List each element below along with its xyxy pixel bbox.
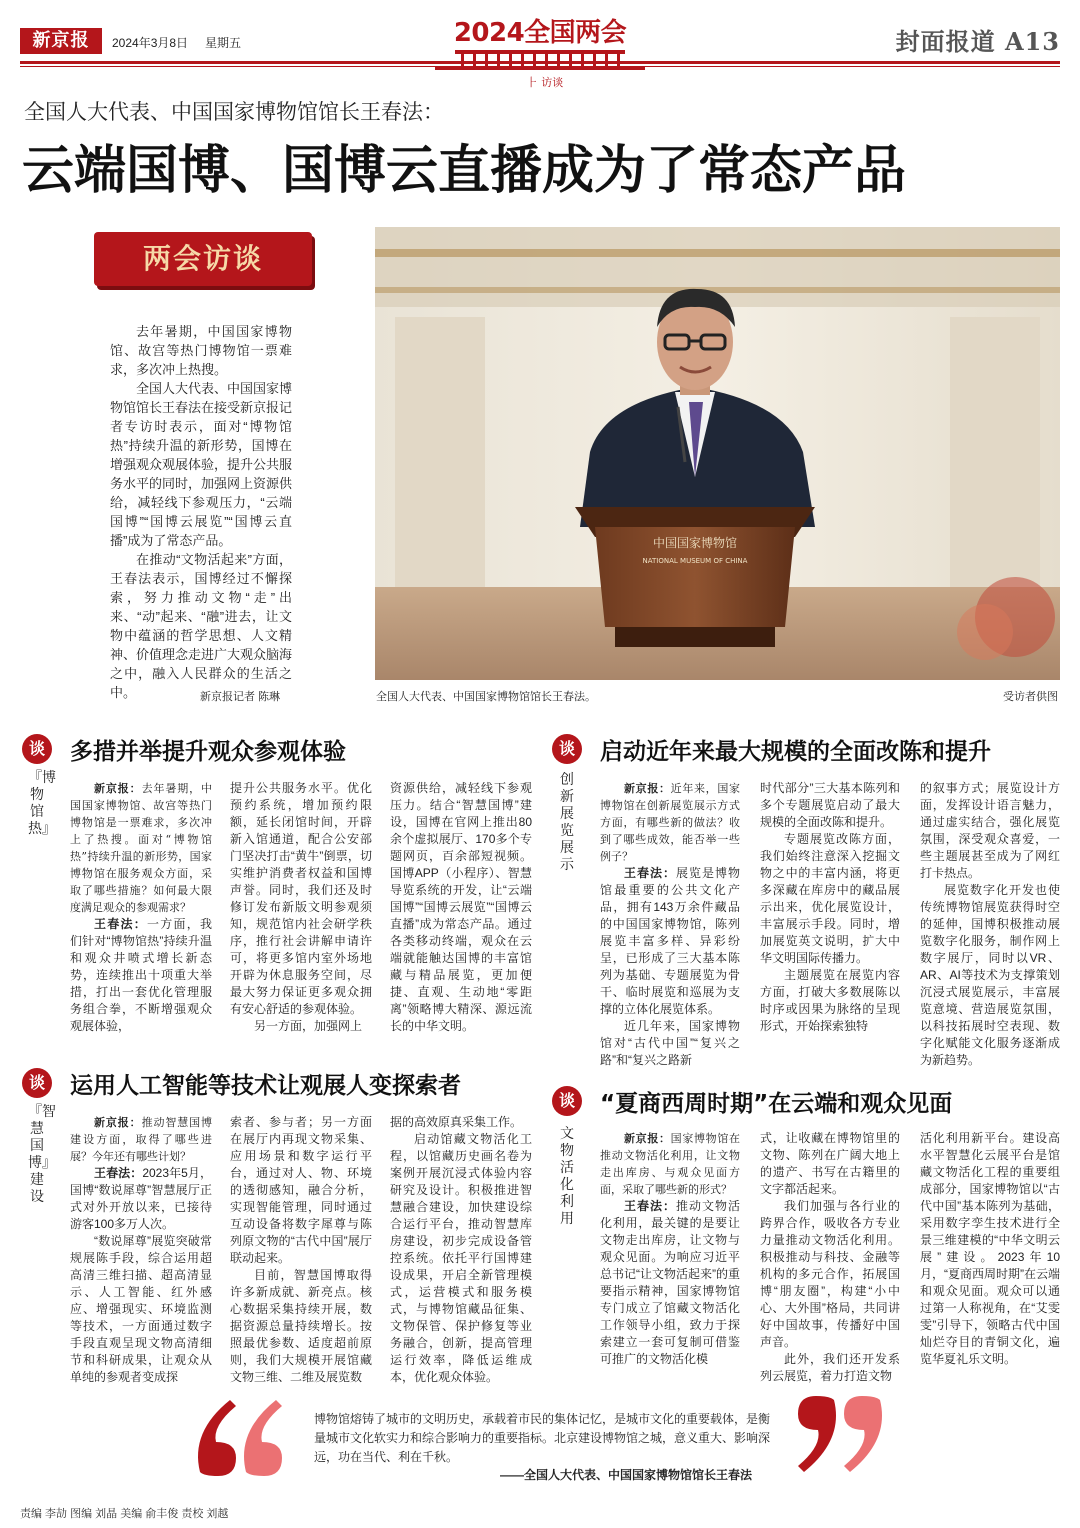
masthead xyxy=(20,18,1060,89)
section-side-tag: 『智慧国博』建设 xyxy=(28,1104,56,1205)
quote-attribution: ——全国人大代表、中国国家博物馆馆长王春法 xyxy=(500,1468,753,1482)
article-column xyxy=(760,780,900,1052)
answer-text: 2023年5月，国博“数说犀尊”智慧展厅正式对外开放以来，已接待游客100多万人次。 xyxy=(70,1166,212,1231)
headline-kicker: 全国人大代表、中国国家博物馆馆长王春法： xyxy=(24,100,444,124)
article-column xyxy=(920,1130,1060,1370)
answer-label: 王春法： xyxy=(624,1199,676,1213)
body-paragraph: 启动馆藏文物活化工程，以馆藏历史画名卷为案例开展沉浸式体验内容研究及设计。积极推进智慧融合建设，加快建设综合运行平台，推动智慧库房建设，初步完成设备管控系统。依托平行国博建设成果，开启全新管理模式，运营模式和服务模式，与博物馆藏品征集、文物保管、保护修复等业务融合，创新，提高管理运行效率，降低运维成本，优化观众体验。 xyxy=(390,1132,532,1384)
body-paragraph: 活化利用新平台。建设高水平智慧化云展平台是馆藏文物活化工程的重要组成部分，国家博物馆以“古代中国”基本陈列为基础，采用数字孪生技术进行全景三维建模的“中华文明云展”建设。2023年10月，“夏商西周时期”在云端和观众见面。观众可以通过第一人称视角，在“艾雯雯”引导下，领略古代中国灿烂夺目的青铜文化，遍览华夏礼乐文明。 xyxy=(920,1131,1060,1366)
issue-weekday: 星期五 xyxy=(205,36,242,50)
close-quote-icon xyxy=(790,1392,890,1480)
body-paragraph: 我们加强与各行业的跨界合作，吸收各方专业力量推动文物活化利用。积极推动与科技、金融等机构的多元合作，拓展国博“朋友圈”，构建“小中心、大外围”格局，共同讲好中国故事，传播好中国声音。 xyxy=(760,1199,900,1349)
body-paragraph: 展览数字化开发也使传统博物馆展览获得时空的延伸，国博积极推动展览数字化服务，制作网上数字展厅，同时以VR、AR、AI等技术为支撑策划沉浸式展览展示，丰富展览意境、营造展览氛围，以科技拓展时空表现、数字化赋能文化服务逐渐成为新趋势。 xyxy=(920,883,1060,1067)
question-text: 推动智慧国博建设方面，取得了哪些进展？今年还有哪些计划？ xyxy=(70,1116,213,1163)
talk-icon: 谈 xyxy=(552,1086,582,1116)
page-label: 封面报道 A13 xyxy=(895,27,1060,56)
article-column xyxy=(390,1114,532,1384)
section-side-tag: 『博物馆热』 xyxy=(28,770,56,837)
question-label: 新京报： xyxy=(94,782,142,795)
article-column xyxy=(70,780,212,1042)
issue-date: 2024年3月8日 xyxy=(112,36,189,50)
body-paragraph: 主题展览在展览内容方面，打破大多数展陈以时序或因果为脉络的呈现形式，开始探索独特 xyxy=(760,968,900,1033)
article-column xyxy=(600,1130,740,1370)
question-text: 近年来，国家博物馆在创新展览展示方式方面，有哪些新的做法？收到了哪些成效，能否举一些例子？ xyxy=(600,782,741,863)
talk-icon: 谈 xyxy=(552,734,582,764)
pull-quote: 博物馆熔铸了城市的文明历史，承载着市民的集体记忆，是城市文化的重要载体，是衡量城市文化软实力和综合影响力的重要指标。北京建设博物馆之城，意义重大、影响深远，功在当代、利在千秋。 xyxy=(314,1412,771,1464)
article-column xyxy=(600,780,741,1067)
brand-title: 2024全国两会 xyxy=(453,18,627,48)
banner-label: 两会访谈 xyxy=(142,242,263,275)
article-column xyxy=(70,1114,213,1384)
talk-icon: 谈 xyxy=(22,1068,52,1098)
body-paragraph: 时代部分”三大基本陈列和多个专题展览启动了最大规模的全面改陈和提升。 xyxy=(760,781,900,829)
great-hall-icon xyxy=(435,42,645,72)
question-label: 新京报： xyxy=(624,1132,671,1145)
answer-label: 王春法： xyxy=(94,1166,143,1180)
section-title: 启动近年来最大规模的全面改陈和提升 xyxy=(600,739,991,765)
intro-text xyxy=(110,322,292,702)
article-column xyxy=(230,1114,372,1384)
body-paragraph: 资源供给，减轻线下参观压力。结合“智慧国博”建设，国博在官网上推出80余个虚拟展厅、170多个专题网页，百余部短视频。国博APP（小程序）、智慧导览系统的开发，让“云端国博”“国博云展览”“国博云直播”成为常态产品。通过各类移动终端，观众在云端就能触达国博的丰富馆藏与精品展览，更加便捷、直观、生动地“零距离”领略博大精深、源远流长的中华文明。 xyxy=(390,781,532,1033)
body-paragraph: 目前，智慧国博取得许多新成就、新亮点。核心数据采集持续开展，数据资源总量持续增长。按照最优参数、适度超前原则，我们大规模开展馆藏文物三维、二维及展览数 xyxy=(230,1268,372,1384)
headline-title: 云端国博、国博云直播成为了常态产品 xyxy=(22,140,907,201)
intro-paragraph: 全国人大代表、中国国家博物馆馆长王春法在接受新京报记者专访时表示，面对“博物馆热”持续升温的新形势，国博在增强观众观展体验，提升公共服务水平的同时，加强网上资源供给，减轻线下参观压力，“云端国博”“国博云展览”“国博云直播”成为了常态产品。 xyxy=(110,381,293,548)
podium-cn-label: 中国国家博物馆 xyxy=(652,536,738,550)
masthead-rule xyxy=(20,61,1060,64)
body-paragraph: 提升公共服务水平。优化预约系统，增加预约限额，延长闭馆时间，开辟新入馆通道，配合公安部门坚决打击“黄牛”倒票，切实维护消费者权益和国博声誉。同时，我们还及时修订发布新版文明参观须知，规范馆内社会研学秩序，推行社会讲解申请许可，将更多馆内室外场地开辟为休息服务空间，尽最大努力保证更多观众拥有安心舒适的参观体验。 xyxy=(230,781,372,1016)
talk-icon: 谈 xyxy=(22,734,52,764)
article-column xyxy=(760,1130,900,1383)
article-column xyxy=(390,780,532,1042)
interview-banner xyxy=(94,232,312,286)
section-tag: ⺊ 访谈 xyxy=(526,76,564,89)
intro-paragraph: 去年暑期，中国国家博物馆、故宫等热门博物馆一票难求，多次冲上热搜。 xyxy=(110,324,292,377)
section-title: 多措并举提升观众参观体验 xyxy=(70,739,346,765)
answer-label: 王春法： xyxy=(94,917,147,931)
article-column xyxy=(920,780,1060,1067)
podium-en-label: NATIONAL MUSEUM OF CHINA xyxy=(642,557,748,565)
section-title: “夏商西周时期”在云端和观众见面 xyxy=(600,1091,953,1117)
answer-text: 展览是博物馆最重要的公共文化产品，拥有143万余件藏品的中国国家博物馆，陈列展览丰富多样、异彩纷呈，已形成了三大基本陈列为基础、专题展览为骨干、临时展览和巡展为支撑的立体化展览体系。 xyxy=(600,866,740,1016)
photo-caption: 全国人大代表、中国国家博物馆馆长王春法。 xyxy=(376,691,596,703)
photo-credit: 受访者供图 xyxy=(1003,691,1058,703)
body-paragraph: “数说犀尊”展览突破常规展陈手段，综合运用超高清三维扫描、超高清显示、人工智能、红外感应、增强现实、环境监测等技术，一方面通过数字手段直观呈现文物高清细节和科研成果，让观众从单纯的参观者变成探 xyxy=(70,1234,212,1384)
body-paragraph: 据的高效原真采集工作。 xyxy=(390,1115,523,1129)
question-label: 新京报： xyxy=(94,1116,142,1129)
body-paragraph: 专题展览改陈方面，我们始终注意深入挖掘文物之中的丰富内涵，将更多深藏在库房中的藏品展示出来，优化展览设计，丰富展示手段。同时，增加展览英文说明，扩大中华文明国际传播力。 xyxy=(760,832,900,965)
question-text: 国家博物馆在推动文物活化利用，让文物走出库房、与观众见面方面，采取了哪些新的形式？ xyxy=(600,1132,741,1196)
intro-paragraph: 在推动“文物活起来”方面，王春法表示，国博经过不懈探索，努力推动文物“走”出来、“动”起来、“融”进去，让文物中蕴涵的哲学思想、人文精神、价值理念走进广大观众脑海之中，融入人民群众的生活之中。 xyxy=(110,552,293,700)
section-side-tag: 创新展览展示 xyxy=(560,772,574,873)
body-paragraph: 近几年来，国家博物馆对“古代中国”“复兴之路”和“复兴之路新 xyxy=(600,1019,740,1067)
article-column xyxy=(230,780,372,1042)
section-side-tag: 文物活化利用 xyxy=(560,1126,574,1227)
portrait-photo xyxy=(375,227,1060,680)
photo-illustration xyxy=(375,227,1060,680)
body-paragraph: 索者、参与者；另一方面在展厅内再现文物采集、应用场景和数字运行平台，通过对人、物、环境的透彻感知，融合分析，实现智能管理，同时通过互动设备将数字犀尊与陈列原文物的“古代中国”展厅联动起来。 xyxy=(230,1115,372,1265)
body-paragraph: 另一方面，加强网上 xyxy=(254,1019,363,1033)
question-text: 去年暑期，中国国家博物馆、故宫等热门博物馆是一票难求，多次冲上了热搜。面对“博物馆热”持续升温的新形势，国家博物馆在服务观众方面，采取了哪些措施？如何最大限度满足观众的参观需求？ xyxy=(70,782,213,914)
masthead-rule-thin xyxy=(20,66,1060,67)
reporter-byline: 新京报记者 陈琳 xyxy=(200,691,281,703)
open-quote-icon xyxy=(190,1392,290,1480)
body-paragraph: 的叙事方式；展览设计方面，发挥设计语言魅力，通过虚实结合，强化展览氛围，深受观众喜爱，一些主题展甚至成为了网红打卡热点。 xyxy=(920,781,1060,880)
body-paragraph: 此外，我们还开发系列云展览，着力打造文物 xyxy=(760,1352,900,1383)
newspaper-logo: 新京报 xyxy=(20,28,102,54)
answer-text: 推动文物活化利用，最关键的是要让文物走出库房，让文物与观众见面。为响应习近平总书记“让文物活起来”的重要指示精神，国家博物馆专门成立了馆藏文物活化工作领导小组，致力于探索建立一套可复制可借鉴可推广的文物活化模 xyxy=(600,1199,740,1366)
answer-text: 一方面，我们针对“博物馆热”持续升温和观众井喷式增长新态势，连续推出十项重大举措，打出一套优化管理服务组合拳，不断增强观众观展体验， xyxy=(70,917,212,1033)
question-label: 新京报： xyxy=(624,782,671,795)
answer-label: 王春法： xyxy=(624,866,676,880)
body-paragraph: 式，让收藏在博物馆里的文物、陈列在广阔大地上的遗产、书写在古籍里的文字都活起来。 xyxy=(760,1131,900,1196)
editor-credits: 责编 李劼 图编 刘晶 美编 俞丰俊 责校 刘越 xyxy=(20,1508,229,1520)
section-title: 运用人工智能等技术让观展人变探索者 xyxy=(70,1073,461,1099)
